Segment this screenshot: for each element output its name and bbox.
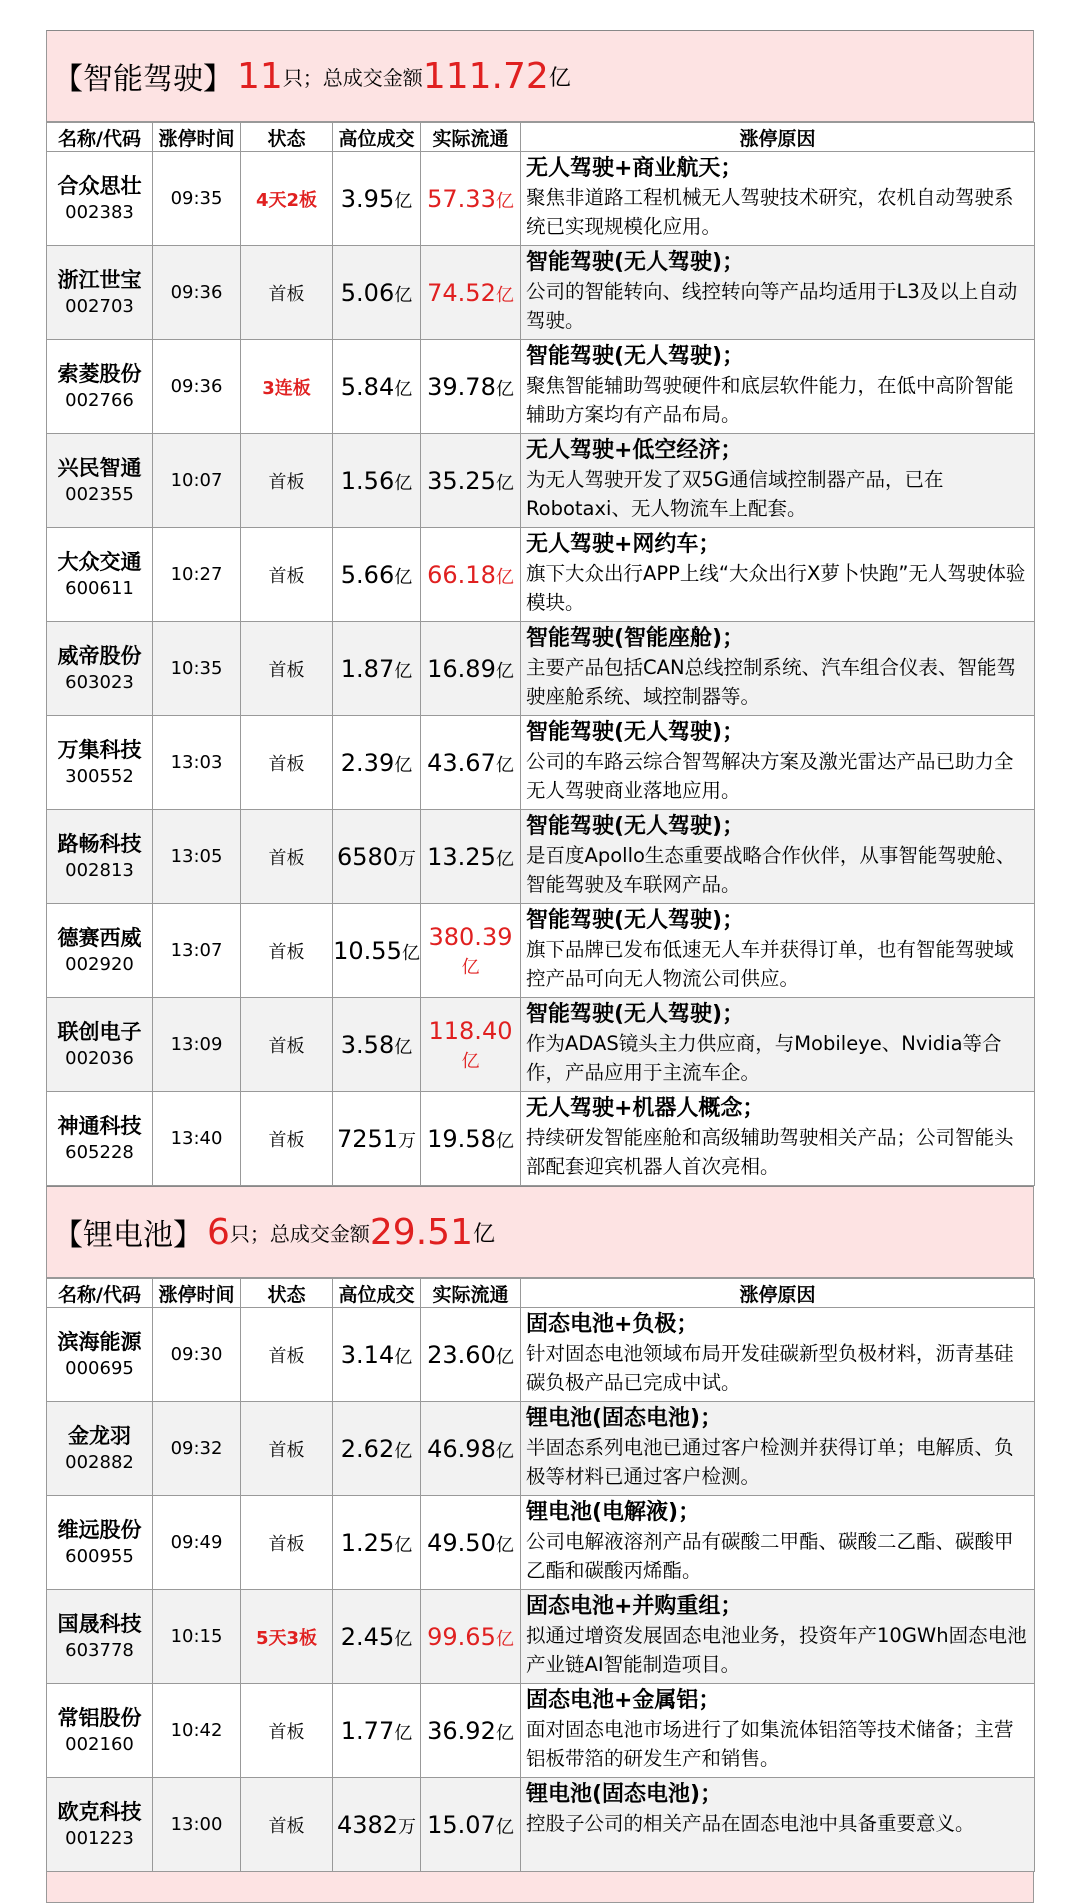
reason-description: 公司的车路云综合智驾解决方案及激光雷达产品已助力全无人驾驶商业落地应用。 xyxy=(526,750,1014,802)
table-row xyxy=(47,904,1035,998)
float-unit: 亿 xyxy=(495,1722,514,1744)
reason-description: 旗下品牌已发布低速无人车并获得订单，也有智能驾驶域控产品可向无人物流公司供应。 xyxy=(526,938,1014,990)
status-cell: 首板 xyxy=(241,622,333,716)
stock-name: 欧克科技 xyxy=(57,1799,142,1824)
turnover-unit: 亿 xyxy=(394,1534,413,1556)
limit-up-time: 09:32 xyxy=(153,1402,241,1496)
limit-up-time: 10:07 xyxy=(153,434,241,528)
table-row xyxy=(47,1778,1035,1872)
limit-up-time: 13:00 xyxy=(153,1778,241,1872)
float-value: 74.52 xyxy=(427,278,496,307)
reason-cell xyxy=(521,246,1035,340)
name-code-cell xyxy=(47,528,153,622)
float-unit: 亿 xyxy=(495,1534,514,1556)
float-unit: 亿 xyxy=(461,956,480,978)
status-cell: 首板 xyxy=(241,1684,333,1778)
name-code-cell xyxy=(47,904,153,998)
stock-name: 大众交通 xyxy=(57,549,142,574)
reason-title: 智能驾驶(无人驾驶)； xyxy=(526,344,745,369)
turnover-cell xyxy=(333,716,421,810)
stock-code: 001223 xyxy=(65,1827,134,1849)
float-unit: 亿 xyxy=(495,190,514,212)
name-code-cell xyxy=(47,622,153,716)
turnover-value: 1.87 xyxy=(340,654,395,683)
name-code-cell xyxy=(47,434,153,528)
status-cell: 首板 xyxy=(241,904,333,998)
float-cell xyxy=(421,340,521,434)
turnover-unit: 亿 xyxy=(394,1628,413,1650)
turnover-unit: 亿 xyxy=(394,660,413,682)
float-cell xyxy=(421,716,521,810)
limit-up-time: 10:27 xyxy=(153,528,241,622)
name-code-cell xyxy=(47,1402,153,1496)
limit-up-time: 13:07 xyxy=(153,904,241,998)
turnover-value: 10.55 xyxy=(333,936,402,965)
status-cell: 4天2板 xyxy=(241,152,333,246)
reason-title: 无人驾驶+低空经济； xyxy=(526,438,743,463)
table-row xyxy=(47,1308,1035,1402)
turnover-cell xyxy=(333,152,421,246)
turnover-cell xyxy=(333,246,421,340)
turnover-value: 5.84 xyxy=(340,372,395,401)
turnover-value: 7251 xyxy=(336,1124,399,1153)
float-cell xyxy=(421,1092,521,1186)
turnover-value: 5.66 xyxy=(340,560,395,589)
reason-description: 作为ADAS镜头主力供应商，与Mobileye、Nvidia等合作，产品应用于主流车企。 xyxy=(526,1032,1002,1084)
turnover-value: 2.45 xyxy=(340,1622,395,1651)
float-unit: 亿 xyxy=(495,566,514,588)
float-cell xyxy=(421,528,521,622)
reason-description: 聚焦非道路工程机械无人驾驶技术研究，农机自动驾驶系统已实现规模化应用。 xyxy=(526,186,1014,238)
float-unit: 亿 xyxy=(495,378,514,400)
stock-code: 002766 xyxy=(65,389,134,411)
turnover-unit: 亿 xyxy=(394,754,413,776)
reason-description: 持续研发智能座舱和高级辅助驾驶相关产品；公司智能头部配套迎宾机器人首次亮相。 xyxy=(526,1126,1014,1178)
limit-up-time: 10:35 xyxy=(153,622,241,716)
float-unit: 亿 xyxy=(461,1050,480,1072)
status-cell: 首板 xyxy=(241,1092,333,1186)
limit-up-time: 09:30 xyxy=(153,1308,241,1402)
float-cell xyxy=(421,1402,521,1496)
stock-name: 浙江世宝 xyxy=(57,267,142,292)
reason-cell xyxy=(521,810,1035,904)
stock-code: 603778 xyxy=(65,1639,134,1661)
reason-title: 智能驾驶(智能座舱)； xyxy=(526,626,745,651)
limit-up-time: 10:15 xyxy=(153,1590,241,1684)
stock-name: 国晟科技 xyxy=(57,1611,142,1636)
stock-code: 002703 xyxy=(65,295,134,317)
reason-title: 智能驾驶(无人驾驶)； xyxy=(526,720,745,745)
status-cell: 首板 xyxy=(241,716,333,810)
reason-title: 智能驾驶(无人驾驶)； xyxy=(526,1002,745,1027)
reason-title: 固态电池+金属铝； xyxy=(526,1688,721,1713)
float-value: 46.98 xyxy=(427,1434,496,1463)
turnover-unit: 亿 xyxy=(394,284,413,306)
name-code-cell xyxy=(47,1590,153,1684)
limit-up-time: 09:49 xyxy=(153,1496,241,1590)
turnover-unit: 万 xyxy=(398,848,417,870)
reason-title: 无人驾驶+网约车； xyxy=(526,532,721,557)
status-cell: 首板 xyxy=(241,810,333,904)
stock-count: 6 xyxy=(207,1211,230,1253)
reason-cell xyxy=(521,152,1035,246)
limit-up-time: 09:35 xyxy=(153,152,241,246)
column-header: 实际流通 xyxy=(421,1279,521,1308)
reason-description: 聚焦智能辅助驾驶硬件和底层软件能力，在低中高阶智能辅助方案均有产品布局。 xyxy=(526,374,1014,426)
stock-name: 万集科技 xyxy=(57,737,142,762)
table-header-row xyxy=(47,1279,1035,1308)
reason-title: 固态电池+并购重组； xyxy=(526,1594,743,1619)
float-value: 118.40 xyxy=(428,1016,513,1045)
float-cell xyxy=(421,246,521,340)
float-cell xyxy=(421,152,521,246)
stock-name: 维远股份 xyxy=(57,1517,142,1542)
float-value: 36.92 xyxy=(427,1716,496,1745)
limit-up-time: 10:42 xyxy=(153,1684,241,1778)
next-section-strip xyxy=(46,1872,1034,1903)
turnover-value: 1.77 xyxy=(340,1716,395,1745)
reason-description: 旗下大众出行APP上线“大众出行X萝卜快跑”无人驾驶体验模块。 xyxy=(526,562,1026,614)
turnover-value: 1.25 xyxy=(340,1528,395,1557)
table-row xyxy=(47,716,1035,810)
turnover-unit: 亿 xyxy=(394,378,413,400)
name-code-cell xyxy=(47,1092,153,1186)
float-cell xyxy=(421,434,521,528)
column-header: 涨停时间 xyxy=(153,1279,241,1308)
table-row xyxy=(47,1496,1035,1590)
name-code-cell xyxy=(47,340,153,434)
turnover-value: 3.58 xyxy=(340,1030,395,1059)
reason-cell xyxy=(521,716,1035,810)
turnover-value: 2.39 xyxy=(340,748,395,777)
float-value: 13.25 xyxy=(427,842,496,871)
stock-code: 002920 xyxy=(65,953,134,975)
stock-name: 滨海能源 xyxy=(57,1329,142,1354)
stock-table xyxy=(46,1278,1035,1872)
status-cell: 5天3板 xyxy=(241,1590,333,1684)
float-cell xyxy=(421,1308,521,1402)
stock-name: 路畅科技 xyxy=(57,831,142,856)
reason-cell xyxy=(521,434,1035,528)
reason-cell xyxy=(521,1684,1035,1778)
turnover-cell xyxy=(333,1496,421,1590)
stock-code: 002383 xyxy=(65,201,134,223)
table-row xyxy=(47,434,1035,528)
reason-title: 无人驾驶+商业航天； xyxy=(526,156,743,181)
float-unit: 亿 xyxy=(495,754,514,776)
reason-title: 锂电池(电解液)； xyxy=(526,1500,701,1525)
name-code-cell xyxy=(47,1496,153,1590)
column-header: 高位成交 xyxy=(333,1279,421,1308)
float-value: 15.07 xyxy=(427,1810,496,1839)
stock-code: 300552 xyxy=(65,765,134,787)
turnover-value: 3.14 xyxy=(340,1340,395,1369)
float-value: 23.60 xyxy=(427,1340,496,1369)
turnover-cell xyxy=(333,998,421,1092)
reason-description: 主要产品包括CAN总线控制系统、汽车组合仪表、智能驾驶座舱系统、域控制器等。 xyxy=(526,656,1017,708)
amount-unit: 亿 xyxy=(548,65,571,91)
reason-description: 公司的智能转向、线控转向等产品均适用于L3及以上自动驾驶。 xyxy=(526,280,1018,332)
turnover-cell xyxy=(333,434,421,528)
float-value: 35.25 xyxy=(427,466,496,495)
reason-cell xyxy=(521,998,1035,1092)
name-code-cell xyxy=(47,998,153,1092)
stock-name: 合众思壮 xyxy=(57,173,142,198)
turnover-unit: 亿 xyxy=(394,1346,413,1368)
status-cell: 首板 xyxy=(241,1778,333,1872)
stock-name: 神通科技 xyxy=(57,1113,142,1138)
name-code-cell xyxy=(47,246,153,340)
total-amount: 111.72 xyxy=(422,55,549,97)
status-cell: 3连板 xyxy=(241,340,333,434)
status-cell: 首板 xyxy=(241,434,333,528)
turnover-cell xyxy=(333,904,421,998)
stock-code: 600955 xyxy=(65,1545,134,1567)
float-unit: 亿 xyxy=(495,1816,514,1838)
column-header: 涨停时间 xyxy=(153,123,241,152)
reason-title: 无人驾驶+机器人概念； xyxy=(526,1096,765,1121)
reason-cell xyxy=(521,340,1035,434)
turnover-cell xyxy=(333,622,421,716)
reason-description: 控股子公司的相关产品在固态电池中具备重要意义。 xyxy=(526,1812,975,1835)
stock-code: 002160 xyxy=(65,1733,134,1755)
limit-up-time: 13:05 xyxy=(153,810,241,904)
top-cutoff-strip xyxy=(46,0,1034,31)
reason-description: 公司电解液溶剂产品有碳酸二甲酯、碳酸二乙酯、碳酸甲乙酯和碳酸丙烯酯。 xyxy=(526,1530,1014,1582)
stock-name: 索菱股份 xyxy=(57,361,142,386)
turnover-cell xyxy=(333,1308,421,1402)
turnover-cell xyxy=(333,1590,421,1684)
column-header: 名称/代码 xyxy=(47,123,153,152)
status-cell: 首板 xyxy=(241,998,333,1092)
limit-up-report xyxy=(46,30,1034,1903)
section-title: 【智能驾驶】 xyxy=(53,62,233,97)
float-unit: 亿 xyxy=(495,1130,514,1152)
count-unit-label: 只；总成交金额 xyxy=(282,65,423,90)
reason-title: 锂电池(固态电池)； xyxy=(526,1782,723,1807)
column-header: 名称/代码 xyxy=(47,1279,153,1308)
turnover-cell xyxy=(333,528,421,622)
turnover-unit: 亿 xyxy=(394,190,413,212)
name-code-cell xyxy=(47,716,153,810)
name-code-cell xyxy=(47,1778,153,1872)
float-unit: 亿 xyxy=(495,284,514,306)
turnover-value: 5.06 xyxy=(340,278,395,307)
reason-cell xyxy=(521,1496,1035,1590)
float-cell xyxy=(421,810,521,904)
stock-code: 002036 xyxy=(65,1047,134,1069)
table-row xyxy=(47,246,1035,340)
float-value: 16.89 xyxy=(427,654,496,683)
float-cell xyxy=(421,1590,521,1684)
column-header: 高位成交 xyxy=(333,123,421,152)
reason-cell xyxy=(521,622,1035,716)
turnover-unit: 亿 xyxy=(394,472,413,494)
table-row xyxy=(47,1402,1035,1496)
float-value: 57.33 xyxy=(427,184,496,213)
turnover-unit: 亿 xyxy=(394,1722,413,1744)
status-cell: 首板 xyxy=(241,1402,333,1496)
reason-cell xyxy=(521,1308,1035,1402)
float-cell xyxy=(421,1684,521,1778)
float-value: 19.58 xyxy=(427,1124,496,1153)
column-header: 涨停原因 xyxy=(521,1279,1035,1308)
float-value: 39.78 xyxy=(427,372,496,401)
reason-cell xyxy=(521,1402,1035,1496)
amount-unit: 亿 xyxy=(472,1221,495,1247)
table-header-row xyxy=(47,123,1035,152)
reason-cell xyxy=(521,904,1035,998)
section-title: 【锂电池】 xyxy=(53,1218,203,1253)
reason-title: 智能驾驶(无人驾驶)； xyxy=(526,814,745,839)
stock-name: 常铝股份 xyxy=(57,1705,142,1730)
table-row xyxy=(47,1092,1035,1186)
stock-name: 德赛西威 xyxy=(57,925,142,950)
turnover-cell xyxy=(333,1402,421,1496)
float-cell xyxy=(421,1496,521,1590)
turnover-unit: 亿 xyxy=(394,1440,413,1462)
table-row xyxy=(47,622,1035,716)
column-header: 状态 xyxy=(241,1279,333,1308)
float-unit: 亿 xyxy=(495,472,514,494)
float-value: 49.50 xyxy=(427,1528,496,1557)
stock-code: 605228 xyxy=(65,1141,134,1163)
float-unit: 亿 xyxy=(495,1440,514,1462)
stock-table xyxy=(46,122,1035,1186)
name-code-cell xyxy=(47,152,153,246)
float-value: 380.39 xyxy=(428,922,513,951)
turnover-cell xyxy=(333,810,421,904)
turnover-unit: 万 xyxy=(398,1130,417,1152)
table-row xyxy=(47,340,1035,434)
limit-up-time: 09:36 xyxy=(153,340,241,434)
stock-code: 600611 xyxy=(65,577,134,599)
column-header: 实际流通 xyxy=(421,123,521,152)
float-unit: 亿 xyxy=(495,1628,514,1650)
float-value: 99.65 xyxy=(427,1622,496,1651)
reason-description: 为无人驾驶开发了双5G通信域控制器产品，已在Robotaxi、无人物流车上配套。 xyxy=(526,468,944,520)
float-cell xyxy=(421,622,521,716)
turnover-value: 4382 xyxy=(336,1810,399,1839)
limit-up-time: 13:03 xyxy=(153,716,241,810)
stock-code: 002813 xyxy=(65,859,134,881)
turnover-cell xyxy=(333,1684,421,1778)
reason-title: 智能驾驶(无人驾驶)； xyxy=(526,250,745,275)
name-code-cell xyxy=(47,1308,153,1402)
total-amount: 29.51 xyxy=(369,1211,473,1253)
float-value: 43.67 xyxy=(427,748,496,777)
section-header xyxy=(46,1186,1034,1278)
stock-code: 000695 xyxy=(65,1357,134,1379)
table-row xyxy=(47,1684,1035,1778)
reason-cell xyxy=(521,1778,1035,1872)
reason-description: 面对固态电池市场进行了如集流体铝箔等技术储备；主营铝板带箔的研发生产和销售。 xyxy=(526,1718,1014,1770)
float-unit: 亿 xyxy=(495,1346,514,1368)
name-code-cell xyxy=(47,1684,153,1778)
turnover-value: 3.95 xyxy=(340,184,395,213)
reason-description: 半固态系列电池已通过客户检测并获得订单；电解质、负极等材料已通过客户检测。 xyxy=(526,1436,1014,1488)
reason-title: 锂电池(固态电池)； xyxy=(526,1406,723,1431)
turnover-value: 2.62 xyxy=(340,1434,395,1463)
reason-description: 拟通过增资发展固态电池业务，投资年产10GWh固态电池产业链AI智能制造项目。 xyxy=(526,1624,1027,1676)
turnover-value: 1.56 xyxy=(340,466,395,495)
stock-code: 002882 xyxy=(65,1451,134,1473)
reason-cell xyxy=(521,528,1035,622)
reason-cell xyxy=(521,1092,1035,1186)
table-row xyxy=(47,810,1035,904)
reason-title: 固态电池+负极； xyxy=(526,1312,699,1337)
stock-code: 603023 xyxy=(65,671,134,693)
float-cell xyxy=(421,998,521,1092)
stock-count: 11 xyxy=(237,55,283,97)
float-cell xyxy=(421,904,521,998)
table-row xyxy=(47,528,1035,622)
turnover-value: 6580 xyxy=(336,842,399,871)
turnover-unit: 亿 xyxy=(401,942,420,964)
reason-title: 智能驾驶(无人驾驶)； xyxy=(526,908,745,933)
turnover-unit: 万 xyxy=(398,1816,417,1838)
turnover-unit: 亿 xyxy=(394,1036,413,1058)
reason-description: 针对固态电池领域布局开发硅碳新型负极材料，沥青基硅碳负极产品已完成中试。 xyxy=(526,1342,1014,1394)
limit-up-time: 13:09 xyxy=(153,998,241,1092)
stock-name: 威帝股份 xyxy=(57,643,142,668)
table-row xyxy=(47,152,1035,246)
status-cell: 首板 xyxy=(241,528,333,622)
stock-code: 002355 xyxy=(65,483,134,505)
turnover-cell xyxy=(333,1092,421,1186)
turnover-cell xyxy=(333,340,421,434)
turnover-unit: 亿 xyxy=(394,566,413,588)
reason-cell xyxy=(521,1590,1035,1684)
float-unit: 亿 xyxy=(495,848,514,870)
limit-up-time: 09:36 xyxy=(153,246,241,340)
stock-name: 兴民智通 xyxy=(57,455,142,480)
status-cell: 首板 xyxy=(241,246,333,340)
section-header xyxy=(46,30,1034,122)
reason-description: 是百度Apollo生态重要战略合作伙伴，从事智能驾驶舱、智能驾驶及车联网产品。 xyxy=(526,844,1016,896)
status-cell: 首板 xyxy=(241,1308,333,1402)
limit-up-time: 13:40 xyxy=(153,1092,241,1186)
stock-name: 联创电子 xyxy=(57,1019,142,1044)
table-row xyxy=(47,1590,1035,1684)
table-row xyxy=(47,998,1035,1092)
name-code-cell xyxy=(47,810,153,904)
stock-name: 金龙羽 xyxy=(68,1423,131,1448)
column-header: 涨停原因 xyxy=(521,123,1035,152)
float-cell xyxy=(421,1778,521,1872)
column-header: 状态 xyxy=(241,123,333,152)
turnover-cell xyxy=(333,1778,421,1872)
status-cell: 首板 xyxy=(241,1496,333,1590)
float-unit: 亿 xyxy=(495,660,514,682)
count-unit-label: 只；总成交金额 xyxy=(229,1221,370,1246)
float-value: 66.18 xyxy=(427,560,496,589)
